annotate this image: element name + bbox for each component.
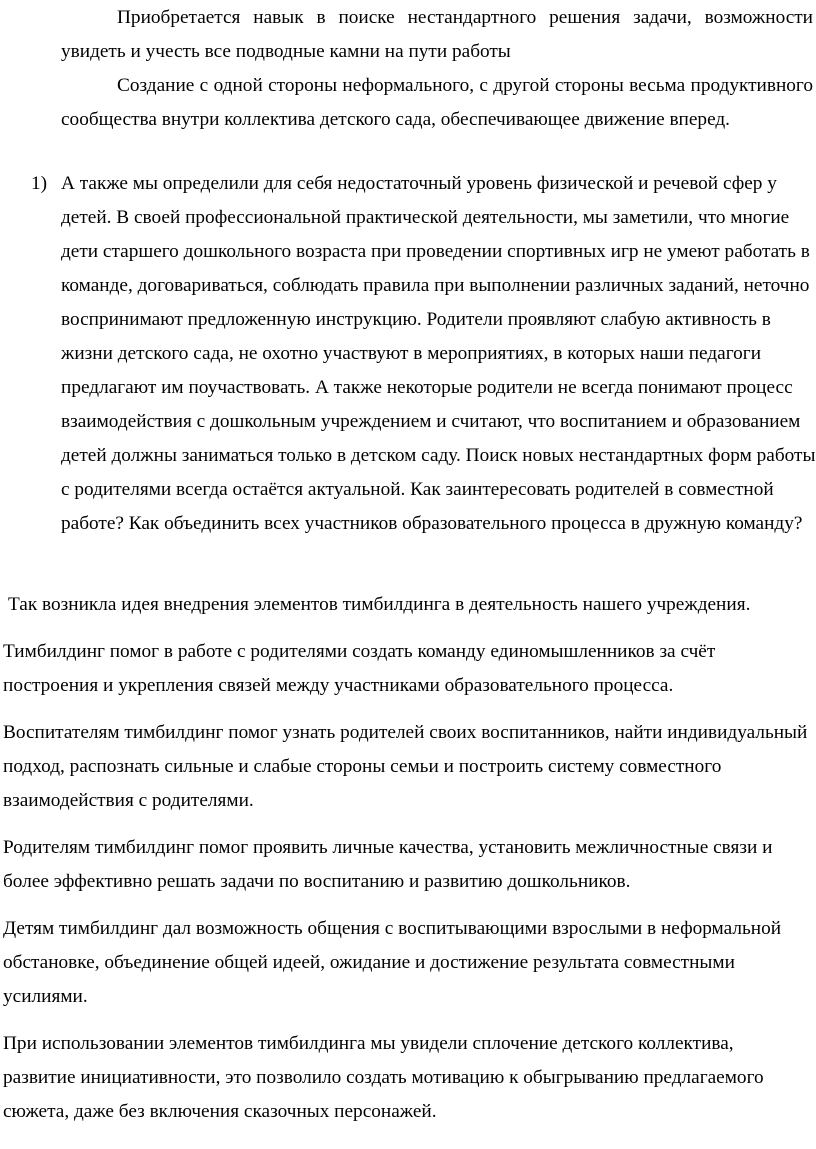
paragraph-idea: Так возникла идея внедрения элементов тимбилдинга в деятельность нашего учреждения. <box>8 594 751 615</box>
bullet-item-1 <box>61 1 813 69</box>
numbered-item-text: А также мы определили для себя недостаточный уровень физической и речевой сфер у детей. В своей профессиональной практической деятельности, мы заметили, что многие дети старшего дошкольного возраста при проведении спортивных игр не умеют работать в команде, договариваться, соблюдать правила при выполнении различных заданий, неточно воспринимают предложенную инструкцию. Родители проявляют слабую активность в жизни детского сада, не охотно участвуют в мероприятиях, в которых наши педагоги предлагают им поучаствовать. А также некоторые родители не всегда понимают процесс взаимодействия с дошкольным учреждением и считают, что воспитанием и образованием детей должны заниматься только в детском саду. Поиск новых нестандартных форм работы с родителями всегда остаётся актуальной. Как заинтересовать родителей в совместной работе? Как объединить всех участников образовательного процесса в дружную команду? <box>61 173 816 534</box>
bullet-marker-icon <box>58 69 72 103</box>
paragraph-results: При использовании элементов тимбилдинга мы увидели сплочение детского коллектива, развитие инициативности, это позволило создать мотивацию к обыгрыванию предлагаемого сюжета, даже без включения сказочных персонажей. <box>3 1033 764 1122</box>
bullet-item-2 <box>61 69 813 137</box>
paragraph-children: Детям тимбилдинг дал возможность общения с воспитывающими взрослыми в неформальной обстановке, объединение общей идеей, ожидание и достижение результата совместными усилиями. <box>3 918 782 1007</box>
paragraph-parents-team: Тимбилдинг помог в работе с родителями создать команду единомышленников за счёт построения и укрепления связей между участниками образовательного процесса. <box>3 641 716 696</box>
bullet-text: Создание с одной стороны неформального, с другой стороны весьма продуктивного сообщества внутри коллектива детского сада, обеспечивающее движение вперед. <box>61 75 813 130</box>
paragraph-teachers: Воспитателям тимбилдинг помог узнать родителей своих воспитанников, найти индивидуальный подход, распознать сильные и слабые стороны семьи и построить систему совместного взаимодействия с родителями. <box>3 722 808 811</box>
paragraph-parents: Родителям тимбилдинг помог проявить личные качества, установить межличностные связи и более эффективно решать задачи по воспитанию и развитию дошкольников. <box>3 837 773 892</box>
bullet-text: Приобретается навык в поиске нестандартного решения задачи, возможности увидеть и учесть все подводные камни на пути работы <box>61 7 813 62</box>
bullet-marker-icon <box>58 1 72 35</box>
list-number: 1) <box>31 173 48 194</box>
numbered-item-1 <box>31 167 816 541</box>
